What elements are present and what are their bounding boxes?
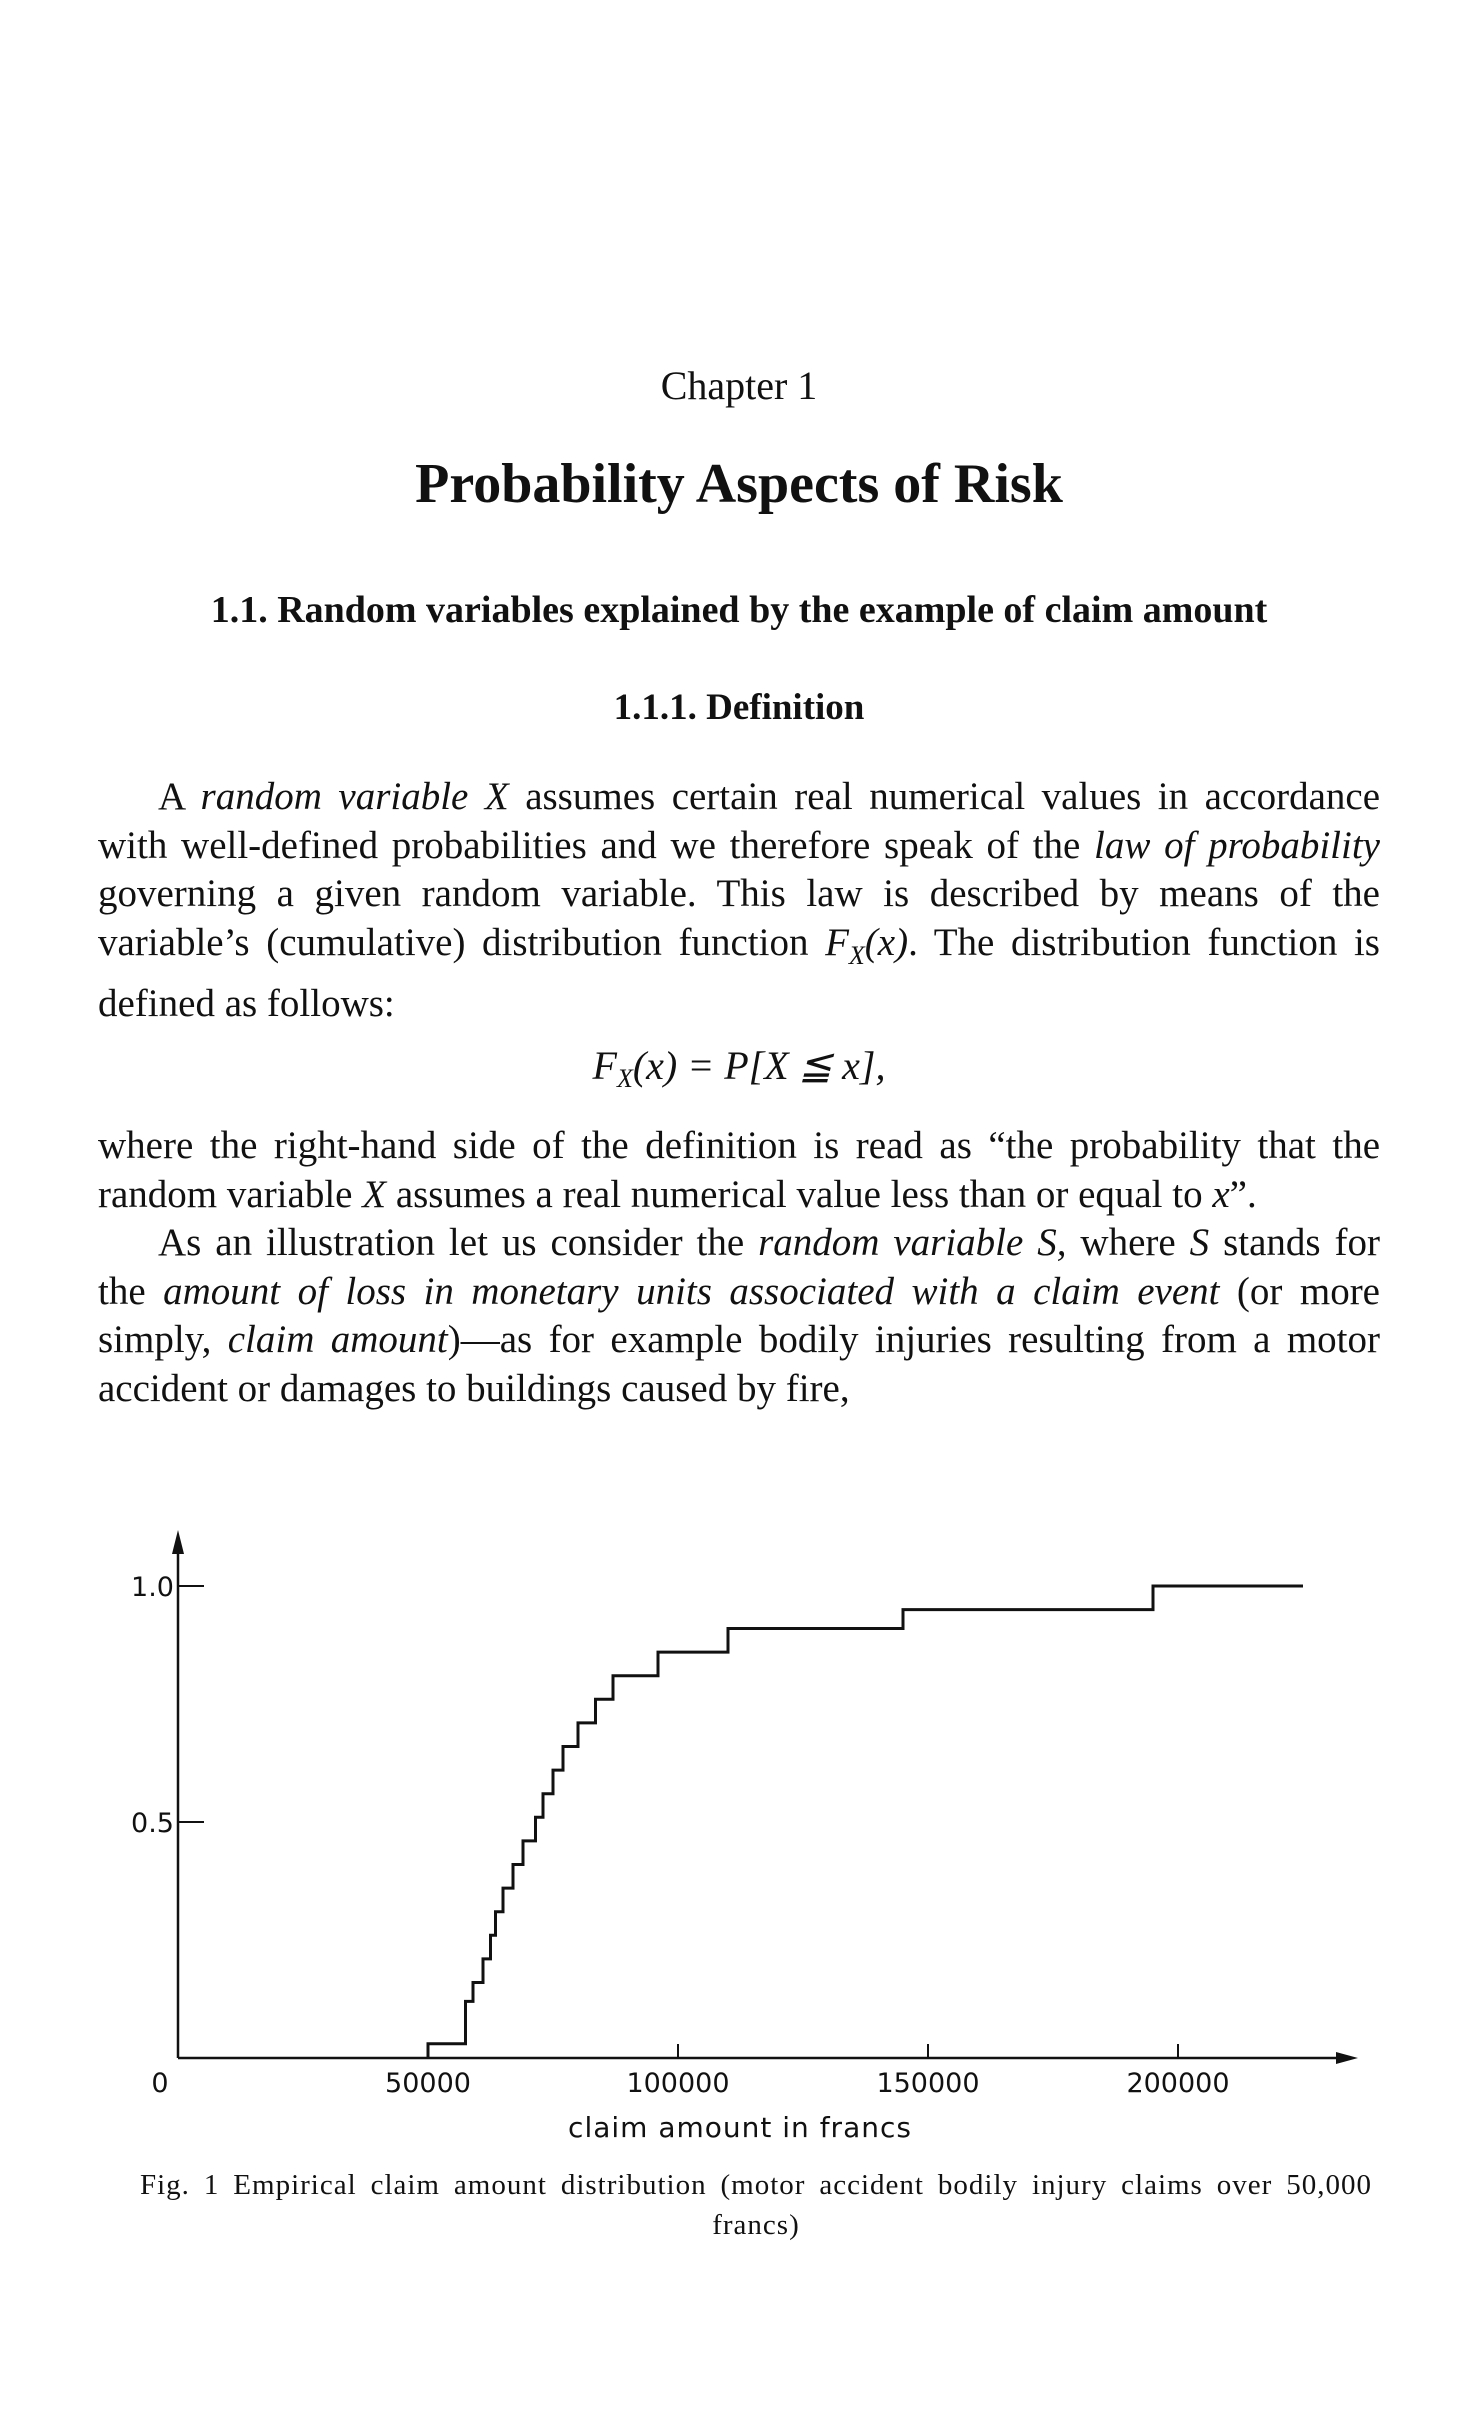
x-tick-label: 50000 — [385, 2068, 471, 2099]
x-tick-label: 0 — [151, 2068, 169, 2099]
chapter-label: Chapter 1 — [660, 363, 818, 408]
figure-caption: Fig. 1 Empirical claim amount distribution (motor accident bodily injury claims over 50,000 francs) — [140, 2169, 1372, 2241]
chart-series — [428, 1586, 1303, 2058]
x-tick-label: 150000 — [876, 2068, 980, 2099]
x-tick-label: 100000 — [626, 2068, 730, 2099]
x-axis-arrow — [1336, 2052, 1358, 2064]
explanation-paragraphs: where the right-hand side of the definition is read as “the probability that the random variable X assumes a real numerical value less than or equal to x”. As an illustration let us consider the random variable S, where S stands for the amount of loss in monetary units associated with a claim event (or more simply, claim amount)—as for example bodily injuries resulting from a motor accident or damages to buildings caused by fire, — [98, 1124, 1380, 1410]
definition-paragraph: A random variable X assumes certain real numerical values in accordance with well-defined probabilities and we therefore speak of the law of probability governing a given random variable. This law is described by means of the variable’s (cumulative) distribution function $F_X(x)$. The distribution function is defined as follows: — [98, 775, 1381, 1025]
y-tick-label: 0.5 — [131, 1808, 174, 1839]
subsection-heading: 1.1.1. Definition — [613, 687, 865, 728]
cdf-step-line — [428, 1586, 1303, 2058]
y-tick-label: 1.0 — [131, 1572, 174, 1603]
distribution-function-formula: $F_X(x) = P[X$ ≦ x], — [592, 1043, 886, 1093]
section-heading: 1.1. Random variables explained by the example of claim amount — [210, 589, 1268, 631]
chart-axes — [172, 1530, 1358, 2064]
y-axis-arrow — [172, 1530, 184, 1554]
claim-distribution-chart — [100, 1500, 1360, 2140]
x-axis-title: claim amount in francs — [568, 2111, 912, 2140]
chapter-title: Probability Aspects of Risk — [415, 453, 1063, 515]
x-tick-label: 200000 — [1126, 2068, 1230, 2099]
